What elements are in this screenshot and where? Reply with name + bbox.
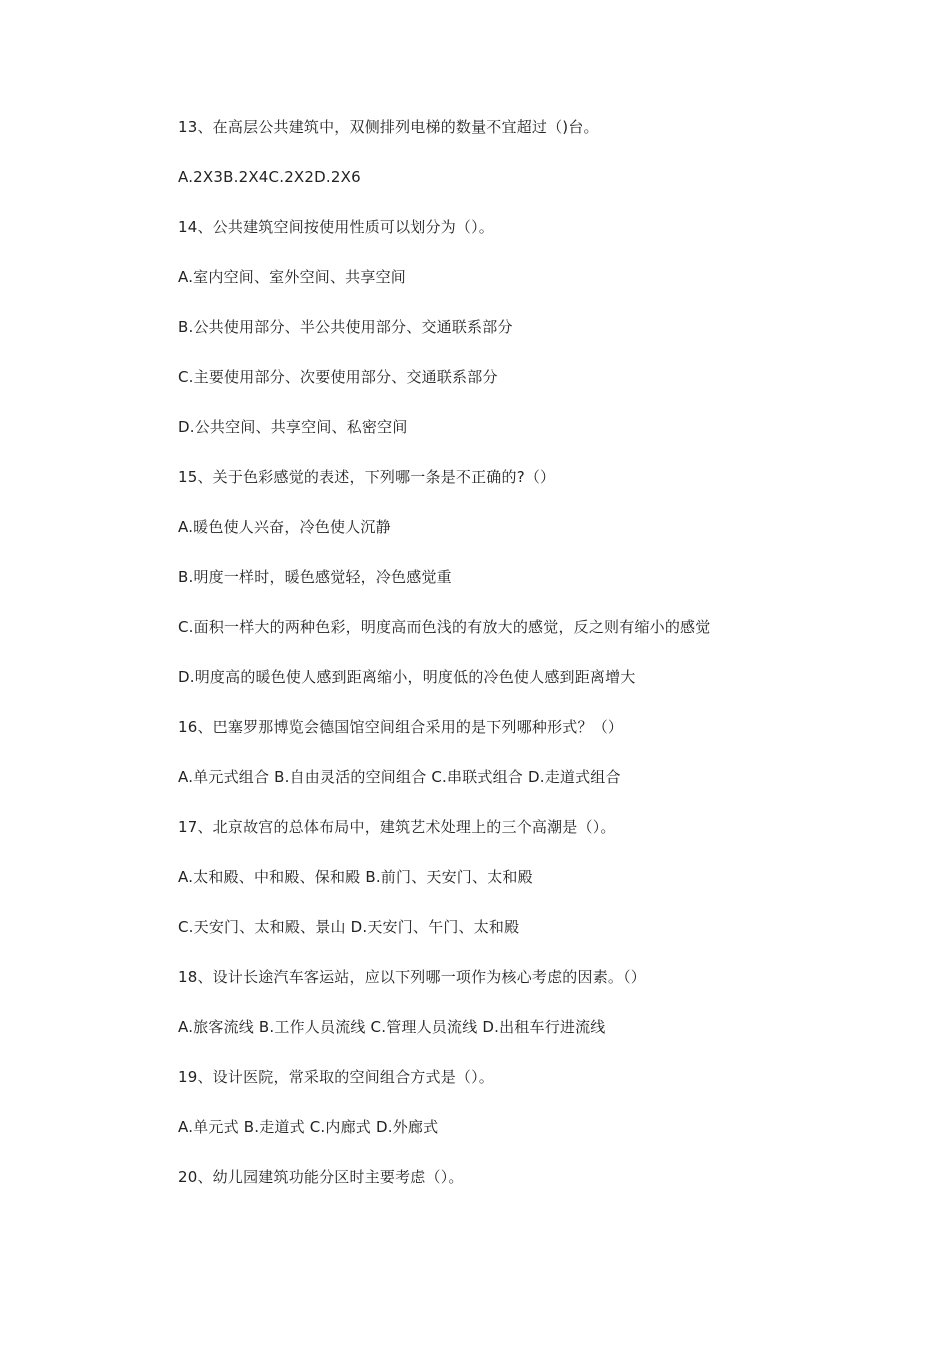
question-17-options-cd: C.天安门、太和殿、景山 D.天安门、午门、太和殿 [178,918,520,936]
question-15-option-b: B.明度一样时，暖色感觉轻，冷色感觉重 [178,568,452,586]
question-14-option-b: B.公共使用部分、半公共使用部分、交通联系部分 [178,318,513,336]
question-13: 13、在高层公共建筑中，双侧排列电梯的数量不宜超过（)台。 [178,118,599,136]
question-19: 19、设计医院，常采取的空间组合方式是（）。 [178,1068,494,1086]
question-16: 16、巴塞罗那博览会德国馆空间组合采用的是下列哪种形式？（） [178,718,624,736]
question-18-options: A.旅客流线 B.工作人员流线 C.管理人员流线 D.出租车行进流线 [178,1018,606,1036]
question-15-option-a: A.暖色使人兴奋，冷色使人沉静 [178,518,391,536]
question-15: 15、关于色彩感觉的表述，下列哪一条是不正确的?（） [178,468,556,486]
question-16-options: A.单元式组合 B.自由灵活的空间组合 C.串联式组合 D.走道式组合 [178,768,621,786]
question-13-options: A.2X3B.2X4C.2X2D.2X6 [178,168,361,186]
question-17-options-ab: A.太和殿、中和殿、保和殿 B.前门、天安门、太和殿 [178,868,533,886]
question-17: 17、北京故宫的总体布局中，建筑艺术处理上的三个高潮是（）。 [178,818,616,836]
question-14-option-d: D.公共空间、共享空间、私密空间 [178,418,408,436]
question-14-option-a: A.室内空间、室外空间、共享空间 [178,268,406,286]
question-15-option-c: C.面积一样大的两种色彩，明度高而色浅的有放大的感觉，反之则有缩小的感觉 [178,618,711,636]
question-19-options: A.单元式 B.走道式 C.内廊式 D.外廊式 [178,1118,439,1136]
question-15-option-d: D.明度高的暖色使人感到距离缩小，明度低的冷色使人感到距离增大 [178,668,636,686]
question-14: 14、公共建筑空间按使用性质可以划分为（）。 [178,218,494,236]
question-list [178,113,878,1213]
question-14-option-c: C.主要使用部分、次要使用部分、交通联系部分 [178,368,498,386]
question-20: 20、幼儿园建筑功能分区时主要考虑（）。 [178,1168,464,1186]
question-18: 18、设计长途汽车客运站，应以下列哪一项作为核心考虑的因素。（） [178,968,646,986]
